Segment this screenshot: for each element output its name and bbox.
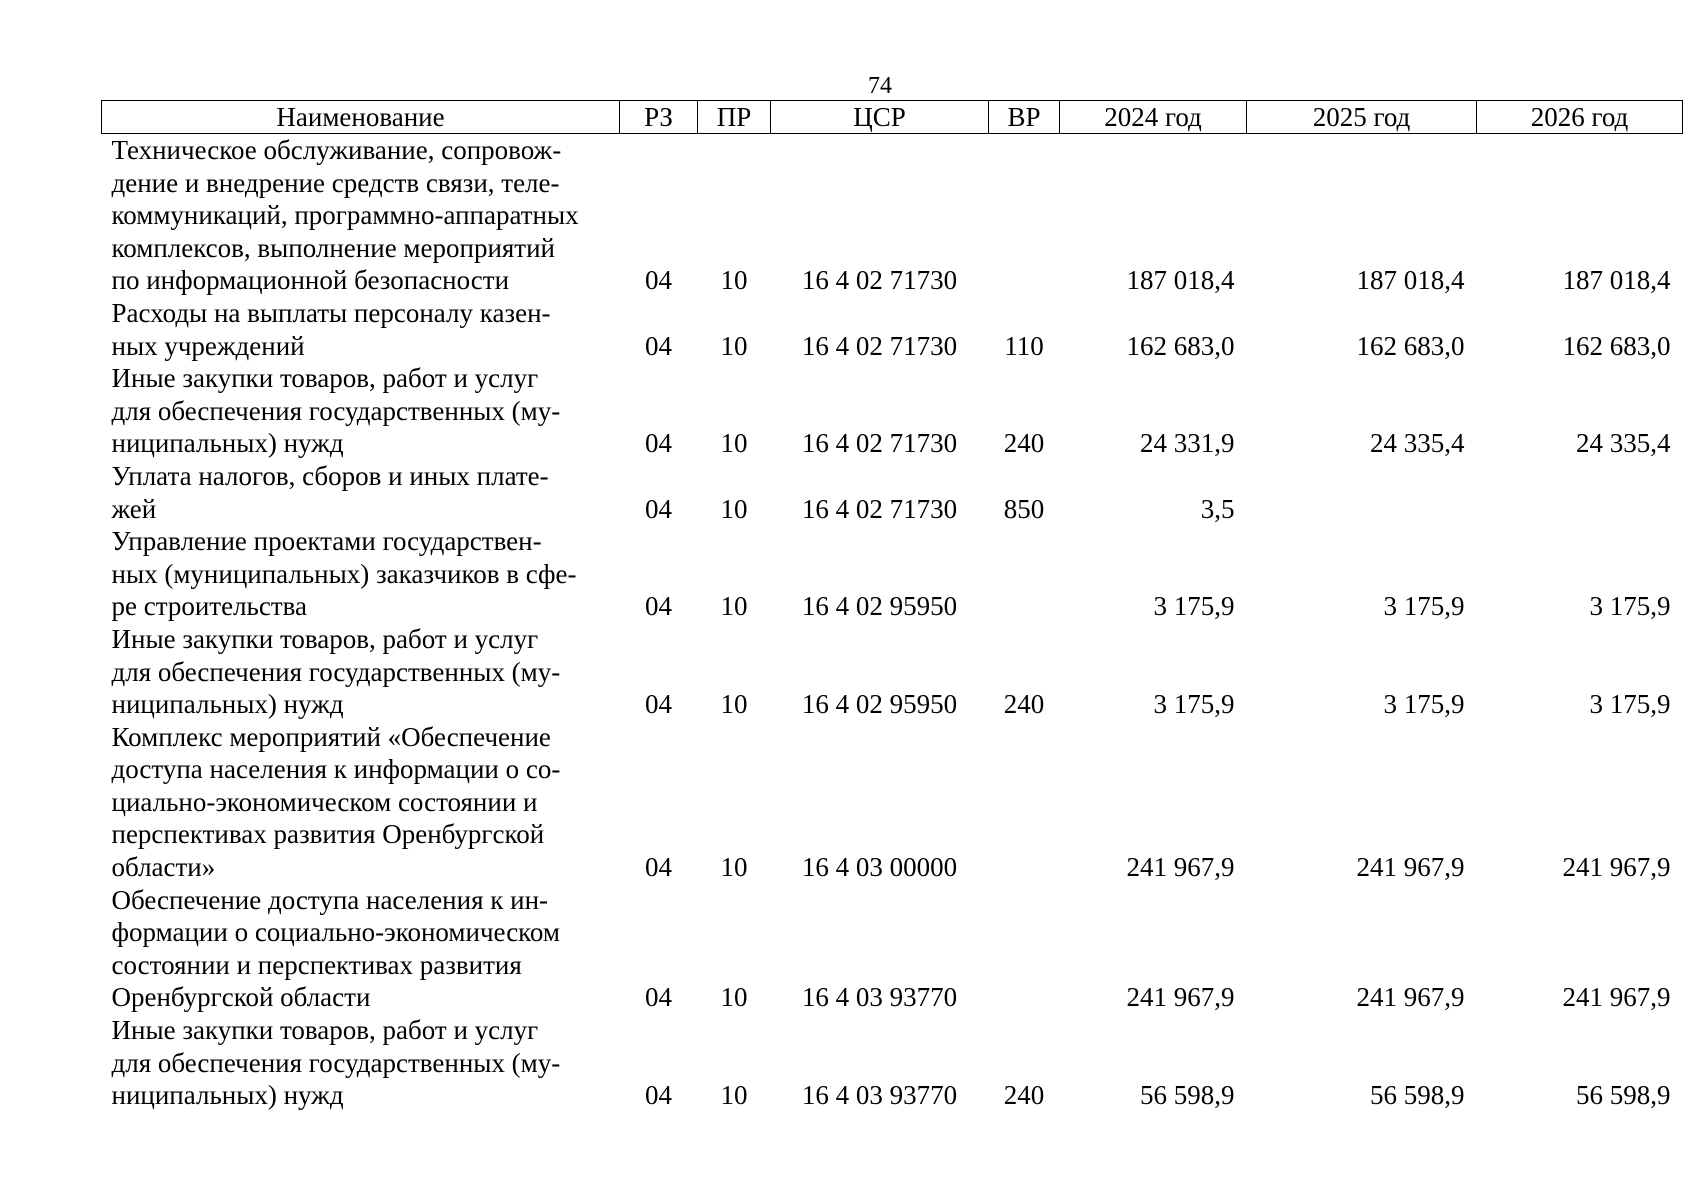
cell-2025: 241 967,9	[1356, 982, 1465, 1013]
cell-2026: 187 018,4	[1562, 265, 1671, 296]
cell-pr: 10	[720, 591, 748, 622]
cell-2026: 3 175,9	[1589, 591, 1671, 622]
cell-2024: 24 331,9	[1140, 428, 1235, 459]
cell-name	[102, 623, 620, 721]
cell-2026: 24 335,4	[1576, 428, 1671, 459]
cell-rz: 04	[645, 428, 672, 459]
header-2026: 2026 год	[1477, 101, 1683, 134]
cell-csr: 16 4 02 71730	[801, 330, 958, 361]
cell-2024: 162 683,0	[1126, 330, 1235, 361]
cell-2025	[1247, 460, 1477, 525]
name-line: по информационной безопасности	[111, 265, 510, 296]
cell-pr: 10	[720, 852, 748, 883]
cell-rz: 04	[645, 591, 672, 622]
name-line: для обеспечения государственных (му-	[111, 656, 561, 687]
cell-pr: 10	[720, 1080, 748, 1111]
cell-name	[102, 1014, 620, 1112]
cell-2024: 241 967,9	[1126, 852, 1235, 883]
name-line: состоянии и перспективах развития	[111, 949, 522, 980]
header-2025: 2025 год	[1247, 101, 1477, 134]
name-line: ниципальных) нужд	[111, 1080, 344, 1111]
header-pr: ПР	[698, 101, 771, 134]
cell-name	[102, 525, 620, 623]
cell-csr: 16 4 02 71730	[801, 493, 958, 524]
name-line: доступа населения к информации о со-	[111, 754, 561, 785]
cell-pr: 10	[720, 689, 748, 720]
cell-name	[102, 721, 620, 884]
cell-2024: 187 018,4	[1126, 265, 1235, 296]
cell-rz: 04	[645, 689, 672, 720]
cell-vr: 850	[1003, 493, 1045, 524]
name-line: ных учреждений	[111, 330, 305, 361]
cell-pr: 10	[720, 265, 748, 296]
name-line: ре строительства	[111, 591, 308, 622]
cell-rz: 04	[645, 982, 672, 1013]
name-line: Оренбургской области	[111, 982, 371, 1013]
cell-name	[102, 134, 620, 297]
budget-table	[101, 100, 1683, 1112]
cell-2026: 56 598,9	[1576, 1080, 1671, 1111]
cell-2024: 3,5	[1200, 493, 1235, 524]
name-line: жей	[111, 493, 157, 524]
name-line: формации о социально-экономическом	[111, 917, 560, 948]
cell-csr: 16 4 03 00000	[801, 852, 958, 883]
name-line: Уплата налогов, сборов и иных плате-	[111, 460, 549, 491]
name-line: для обеспечения государственных (му-	[111, 1047, 561, 1078]
header-2024: 2024 год	[1060, 101, 1247, 134]
name-line: Иные закупки товаров, работ и услуг	[111, 623, 539, 654]
cell-vr	[989, 721, 1060, 884]
cell-vr	[989, 134, 1060, 297]
cell-csr: 16 4 02 95950	[801, 591, 958, 622]
name-line: перспективах развития Оренбургской	[111, 819, 545, 850]
cell-pr: 10	[720, 330, 748, 361]
name-line: коммуникаций, программно-аппаратных	[111, 200, 579, 231]
cell-2026	[1477, 460, 1683, 525]
cell-2025: 241 967,9	[1356, 852, 1465, 883]
cell-pr: 10	[720, 493, 748, 524]
cell-vr: 240	[1003, 428, 1045, 459]
cell-csr: 16 4 03 93770	[801, 1080, 958, 1111]
cell-csr: 16 4 02 71730	[801, 428, 958, 459]
cell-name	[102, 297, 620, 362]
cell-rz: 04	[645, 493, 672, 524]
table-row	[102, 460, 1683, 525]
table-row	[102, 134, 1683, 297]
cell-2026: 241 967,9	[1562, 852, 1671, 883]
table-row	[102, 525, 1683, 623]
cell-2025: 162 683,0	[1356, 330, 1465, 361]
name-line: ниципальных) нужд	[111, 428, 344, 459]
cell-vr: 110	[1004, 330, 1044, 361]
cell-vr	[989, 884, 1060, 1014]
cell-2025: 56 598,9	[1370, 1080, 1465, 1111]
name-line: Иные закупки товаров, работ и услуг	[111, 1015, 539, 1046]
page-number: 74	[868, 73, 892, 99]
cell-rz: 04	[645, 1080, 672, 1111]
cell-2026: 241 967,9	[1562, 982, 1671, 1013]
cell-2025: 187 018,4	[1356, 265, 1465, 296]
cell-rz: 04	[645, 330, 672, 361]
cell-name	[102, 884, 620, 1014]
cell-2024: 3 175,9	[1153, 591, 1235, 622]
cell-name	[102, 460, 620, 525]
name-line: циально-экономическом состоянии и	[111, 786, 538, 817]
cell-rz: 04	[645, 852, 672, 883]
name-line: Техническое обслуживание, сопровож-	[111, 135, 562, 165]
cell-rz: 04	[645, 265, 672, 296]
name-line: комплексов, выполнение мероприятий	[111, 232, 556, 263]
name-line: ниципальных) нужд	[111, 689, 344, 720]
table-row	[102, 1014, 1683, 1112]
table-row	[102, 297, 1683, 362]
cell-2024: 241 967,9	[1126, 982, 1235, 1013]
name-line: Иные закупки товаров, работ и услуг	[111, 363, 539, 394]
cell-2026: 3 175,9	[1589, 689, 1671, 720]
header-vr: ВР	[989, 101, 1060, 134]
cell-vr: 240	[1003, 689, 1045, 720]
cell-csr: 16 4 02 95950	[801, 689, 958, 720]
cell-2024: 56 598,9	[1140, 1080, 1235, 1111]
cell-name	[102, 362, 620, 460]
cell-vr: 240	[1003, 1080, 1045, 1111]
cell-2025: 24 335,4	[1370, 428, 1465, 459]
cell-2025: 3 175,9	[1383, 689, 1465, 720]
cell-pr: 10	[720, 428, 748, 459]
table-header-row	[102, 101, 1683, 134]
table-row	[102, 623, 1683, 721]
cell-2024: 3 175,9	[1153, 689, 1235, 720]
cell-csr: 16 4 03 93770	[801, 982, 958, 1013]
table-row	[102, 721, 1683, 884]
header-rz: РЗ	[620, 101, 698, 134]
header-name: Наименование	[102, 101, 620, 134]
name-line: Расходы на выплаты персоналу казен-	[111, 297, 551, 328]
header-csr: ЦСР	[771, 101, 989, 134]
name-line: Обеспечение доступа населения к ин-	[111, 884, 549, 915]
cell-2025: 3 175,9	[1383, 591, 1465, 622]
cell-2026: 162 683,0	[1562, 330, 1671, 361]
name-line: Управление проектами государствен-	[111, 526, 542, 557]
cell-pr: 10	[720, 982, 748, 1013]
cell-csr: 16 4 02 71730	[801, 265, 958, 296]
name-line: ных (муниципальных) заказчиков в сфе-	[111, 558, 577, 589]
name-line: для обеспечения государственных (му-	[111, 395, 561, 426]
name-line: области»	[111, 852, 216, 883]
table-row	[102, 884, 1683, 1014]
cell-vr	[989, 525, 1060, 623]
name-line: дение и внедрение средств связи, теле-	[111, 167, 560, 198]
name-line: Комплекс мероприятий «Обеспечение	[111, 721, 551, 752]
table-row	[102, 362, 1683, 460]
table-body	[102, 134, 1683, 1112]
